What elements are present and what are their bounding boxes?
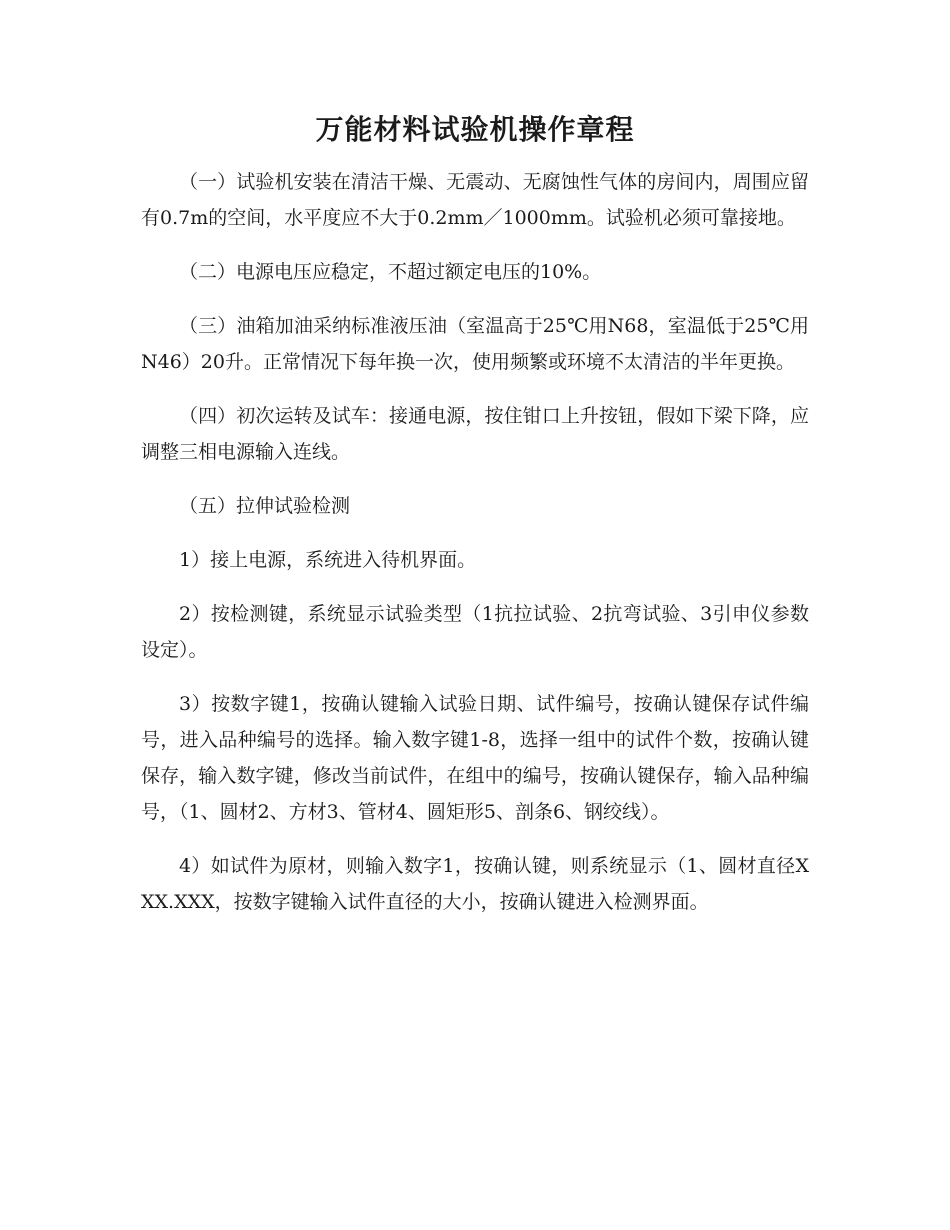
document-title: 万能材料试验机操作章程 — [315, 113, 635, 146]
paragraph-6: 1）接上电源，系统进入待机界面。 — [179, 549, 477, 571]
paragraph-3: （三）油箱加油采纳标准液压油（室温高于25℃用N68，室温低于25℃用N46）20升。正常情况下每年换一次，使用频繁或环境不太清洁的半年更换。 — [141, 315, 809, 373]
paragraph-4: （四）初次运转及试车：接通电源，按住钳口上升按钮，假如下梁下降，应调整三相电源输入连线。 — [141, 405, 809, 463]
paragraph-9: 4）如试件为原材，则输入数字1，按确认键，则系统显示（1、圆材直径XXX.XXX，按数字键输入试件直径的大小，按确认键进入检测界面。 — [141, 855, 809, 913]
paragraph-2: （二）电源电压应稳定，不超过额定电压的10%。 — [179, 261, 602, 283]
paragraph-8: 3）按数字键1，按确认键输入试验日期、试件编号，按确认键保存试件编号，进入品种编号的选择。输入数字键1-8，选择一组中的试件个数，按确认键保存，输入数字键，修改当前试件，在组中的编号，按确认键保存，输入品种编号，（1、圆材2、方材3、管材4、圆矩形5、剖条6、钢绞线）。 — [141, 693, 809, 823]
paragraph-7: 2）按检测键，系统显示试验类型（1抗拉试验、2抗弯试验、3引申仪参数设定）。 — [141, 603, 809, 661]
paragraph-5: （五）拉伸试验检测 — [179, 495, 351, 517]
paragraph-1: （一）试验机安装在清洁干燥、无震动、无腐蚀性气体的房间内，周围应留有0.7m的空间，水平度应不大于0.2mm／1000mm。试验机必须可靠接地。 — [141, 171, 809, 229]
